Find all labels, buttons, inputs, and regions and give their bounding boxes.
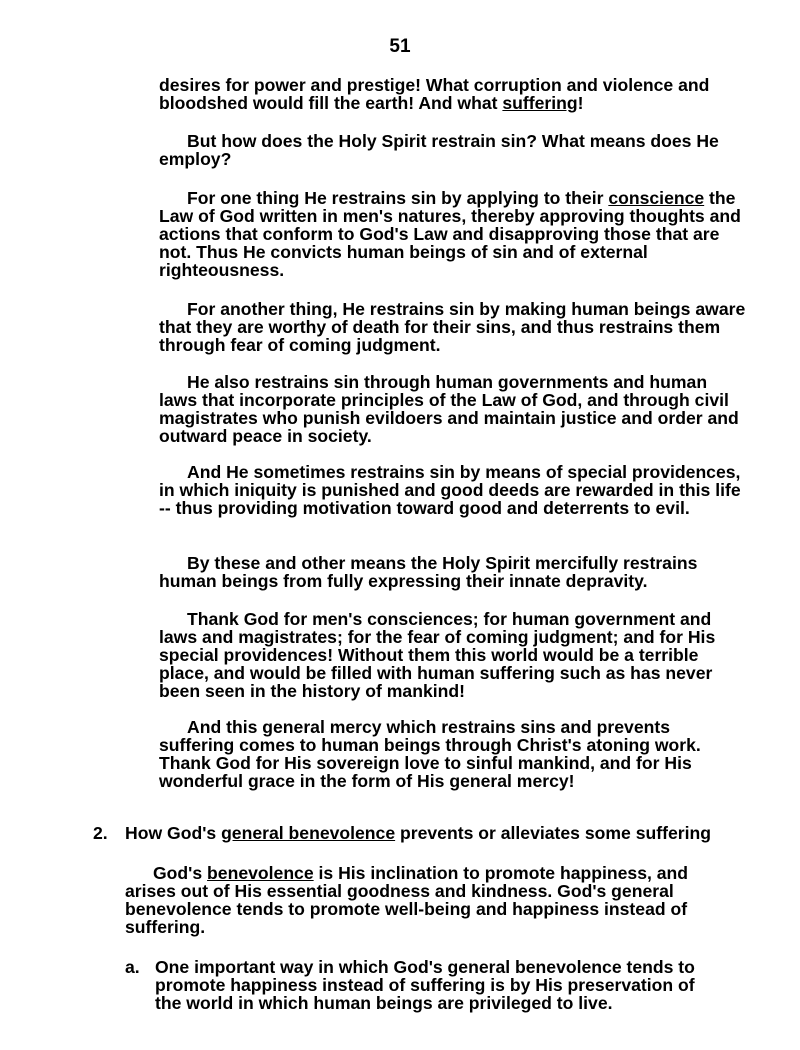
list-item-a [125, 958, 725, 1012]
underlined-word: conscience [608, 188, 705, 208]
paragraph-3: For one thing He restrains sin by applying to their conscience the Law of God written in men's natures, thereby approving thoughts and actions that conform to God's Law and disapproving those that are not. Thus He convicts human beings of sin and of external righteousness. [159, 188, 741, 280]
paragraph-6: And He sometimes restrains sin by means of special providences, in which iniquity is punished and good deeds are rewarded in this life -- thus providing motivation toward good and deterrents to evil. [159, 462, 741, 518]
list-item-text: One important way in which God's general benevolence tends to promote happiness instead of suffering is by His preservation of the world in which human beings are privileged to live. [155, 957, 695, 1013]
section-heading: 2. How God's general benevolence prevents or alleviates some suffering [93, 823, 711, 843]
section-number: 2. [93, 823, 108, 843]
section-paragraph: God's benevolence is His inclination to promote happiness, and arises out of His essential goodness and kindness. God's general benevolence tends to promote well-being and happiness instead of suffering. [125, 863, 689, 937]
list-item-label: a. [125, 957, 140, 977]
underlined-word: suffering [502, 93, 578, 113]
page-number: 51 [389, 36, 411, 57]
underlined-word: benevolence [207, 863, 314, 883]
paragraph-5: He also restrains sin through human governments and human laws that incorporate principles of the Law of God, and through civil magistrates who punish evildoers and maintain justice and order and outward peace in society. [159, 372, 739, 446]
underlined-phrase: general benevolence [221, 823, 396, 843]
paragraph-1: desires for power and prestige! What corruption and violence and bloodshed would fill the earth! And what suffering! [159, 75, 710, 113]
paragraph-9: And this general mercy which restrains sins and prevents suffering comes to human beings through Christ's atoning work. Thank God for His sovereign love to sinful mankind, and for His wonderful grace in the form of His general mercy! [159, 717, 701, 791]
paragraph-2: But how does the Holy Spirit restrain sin? What means does He employ? [159, 131, 719, 169]
paragraph-4: For another thing, He restrains sin by making human beings aware that they are worthy of death for their sins, and thus restrains them through fear of coming judgment. [159, 299, 746, 355]
paragraph-7: By these and other means the Holy Spirit mercifully restrains human beings from fully expressing their innate depravity. [159, 553, 698, 591]
paragraph-8: Thank God for men's consciences; for human government and laws and magistrates; for the fear of coming judgment; and for His special providences! Without them this world would be a terrible place, and would be filled with human suffering such as has never been seen in the history of mankind! [159, 609, 716, 701]
